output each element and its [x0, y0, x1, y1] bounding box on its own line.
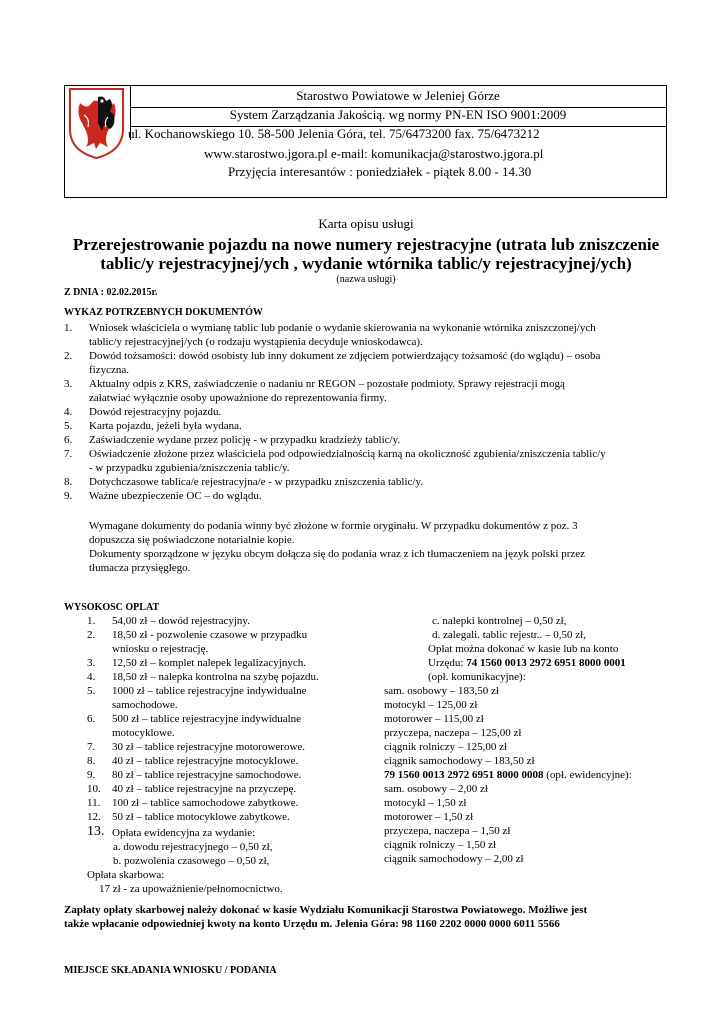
card-label: Karta opisu usługi [318, 216, 414, 231]
list-item: 11. 100 zł – tablice samochodowe zabytkowe. [87, 797, 299, 809]
documents-note: Wymagane dokumenty do podania winny być złożone w formie oryginału. W przypadku dokumentów z poz. 3 dopuszcza się poświadczone notarialnie kopie. Dokumenty sporządzone w języku obcym dołącza się do podania wraz z ich tłumaczeniem na język polski przez tłumacza przysięgłego. [89, 520, 586, 574]
fees-heading: WYSOKOSC OPLAT [64, 602, 160, 613]
list-item: 8. Dotychczasowe tablica/e rejestracyjna/e - w przypadku zniszczenia tablic/y. [64, 476, 424, 488]
office-name: Starostwo Powiatowe w Jeleniej Górze [296, 88, 500, 103]
coat-of-arms-eagle-icon [64, 85, 129, 160]
fees-list [87, 614, 387, 824]
service-title-line-1: Przerejestrowanie pojazdu na nowe numery rejestracyjne (utrata lub zniszczenie [72, 235, 660, 254]
list-item: 4. 18,50 zł – nalepka kontrolna na szybę pojazdu. [87, 671, 319, 683]
office-contact: www.starostwo.jgora.pl e-mail: komunikacja@starostwo.jgora.pl [204, 146, 544, 161]
list-item: 8. 40 zł – tablice rejestracyjne motocyklowe. [87, 755, 299, 767]
fee-item-13-label: Opłata ewidencyjna za wydanie: [112, 827, 256, 839]
stamp-duty-label: Opłata skarbowa: [87, 869, 165, 881]
list-item: 2. Dowód tożsamości: dowód osobisty lub inny dokument ze zdjęciem potwierdzający tożsamość (do wglądu) – osoba fizyczna. [64, 350, 601, 376]
list-item: 1. Wniosek właściciela o wymianę tablic lub podanie o wydanie skierowania na wykonanie wtórnika zniszczonej/ych tablic/y rejestracyjnej/ych (o rodzaju wystąpienia decyduje wnioskodawca). [64, 322, 596, 348]
submission-heading: MIEJSCE SKŁADANIA WNIOSKU / PODANIA [64, 965, 277, 976]
list-item: 7. 30 zł – tablice rejestracyjne motorowerowe. [87, 741, 306, 753]
service-name-caption: (nazwa usługi) [336, 274, 396, 285]
stamp-duty-note: Zapłaty opłaty skarbowej należy dokonać w kasie Wydziału Komunikacji Starostwa Powiatowego. Możliwe jest także wpłacanie odpowiedniej kwoty na konto Urzędu m. Jelenia Góra: 98 1160 2202 0000 0000 6011 5566 [64, 904, 588, 930]
list-item: 9. Ważne ubezpieczenie OC – do wglądu. [64, 490, 262, 502]
list-item: 3. Aktualny odpis z KRS, zaświadczenie o nadaniu nr REGON – pozostałe podmioty. Sprawy rejestracji mogą załatwiać wyłącznie osoby upoważnione do reprezentowania firmy. [64, 378, 565, 404]
list-item: 5. 1000 zł – tablice rejestracyjne indywidualne samochodowe. [87, 685, 307, 711]
list-item: 6. 500 zł – tablice rejestracyjne indywidualne motocyklowe. [87, 713, 302, 739]
list-item: 10. 40 zł – tablice rejestracyjne na przyczepę. [87, 783, 297, 795]
list-item: 12. 50 zł – tablice motocyklowe zabytkowe. [87, 811, 290, 823]
service-title-line-2: tablic/y rejestracyjnej/ych , wydanie wtórnika tablic/y rejestracyjnej/ych) [100, 254, 632, 273]
list-item: 2. 18,50 zł - pozwolenie czasowe w przypadku wniosku o rejestrację. [87, 629, 308, 655]
list-item: 7. Oświadczenie złożone przez właściciela pod odpowiedzialnością karną na okoliczność zgubienia/zniszczenia tablic/y - w przypadku zgubienia/zniszczenia tablic/y. [64, 448, 606, 474]
list-item: 9. 80 zł – tablice rejestracyjne samochodowe. [87, 769, 302, 781]
list-item: 4. Dowód rejestracyjny pojazdu. [64, 406, 222, 418]
list-item: 1. 54,00 zł – dowód rejestracyjny. [87, 615, 250, 627]
office-hours: Przyjęcia interesantów : poniedziałek - piątek 8.00 - 14.30 [228, 164, 532, 179]
office-address: ul. Kochanowskiego 10. 58-500 Jelenia Góra, tel. 75/6473200 fax. 75/6473212 [128, 126, 540, 141]
list-item: 5. Karta pojazdu, jeżeli była wydana. [64, 420, 242, 432]
account-number-registration: 79 1560 0013 2972 6951 8000 0008 [384, 769, 544, 781]
account-number-communication: 74 1560 0013 2972 6951 8000 0001 [466, 657, 626, 669]
documents-heading: WYKAZ POTRZEBNYCH DOKUMENTÓW [64, 307, 263, 318]
fee-item-13a: a. dowodu rejestracyjnego – 0,50 zł, [113, 841, 273, 853]
fee-item-13b: b. pozwolenia czasowego – 0,50 zł, [113, 855, 270, 867]
fee-item-13-number: 13. [87, 824, 105, 839]
stamp-duty-value: 17 zł - za upoważnienie/pełnomocnictwo. [99, 883, 283, 895]
list-item: 6. Zaświadczenie wydane przez policję - w przypadku kradzieży tablic/y. [64, 434, 401, 446]
documents-list [64, 321, 674, 503]
issue-date: Z DNIA : 02.02.2015r. [64, 287, 158, 298]
fees-right-column: c. nalepki kontrolnej – 0,50 zł, d. zalegali. tablic rejestr.. – 0,50 zł, Opłat można dokonać w kasie lub na konto Urzędu: 74 1560 0013 2972 6951 8000 0001 (opł. komunikacyjne): sam. osobowy – 183,50 zł motocykl – 125,00 zł motorower – 115,00 zł przyczepa, naczepa – 125,00 zł ciągnik rolniczy – 125,00 zł ciągnik samochodowy – 183,50 zł 79 1560 0013 2972 6951 8000 0008 (opł. ewidencyjne): sam. osobowy – 2,00 zł motocykl – 1,50 zł motorower – 1,50 zł przyczepa, naczepa – 1,50 zł ciągnik rolniczy – 1,50 zł ciągnik samochodowy – 2,00 zł [384, 615, 632, 865]
quality-system: System Zarządzania Jakością. wg normy PN-EN ISO 9001:2009 [229, 107, 567, 122]
list-item: 3. 12,50 zł – komplet nalepek legalizacyjnych. [87, 657, 306, 669]
